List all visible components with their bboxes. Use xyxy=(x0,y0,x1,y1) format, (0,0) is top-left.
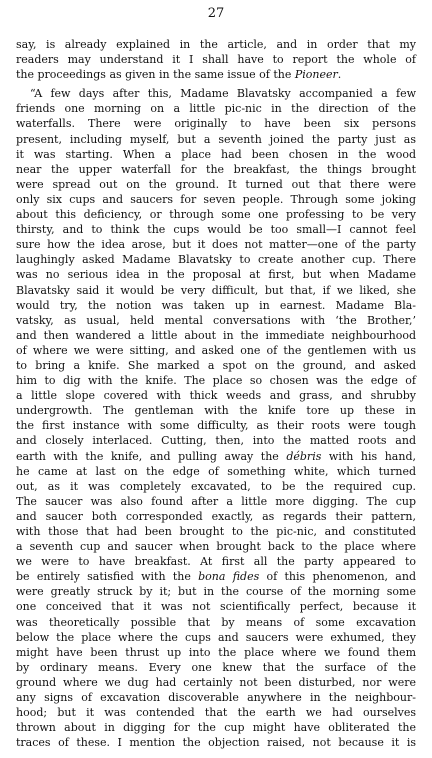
text-line-content: be entirely satisfied with the xyxy=(16,570,199,584)
text-line-continuation: of this phenomenon, and xyxy=(259,570,416,584)
text-line xyxy=(16,615,416,630)
text-line xyxy=(16,720,416,735)
text-line-content: Blavatsky said it would be very difficult, but that, if we liked, she xyxy=(16,283,416,297)
text-line-content: friends one morning on a little pic-nic in the direction of the xyxy=(16,102,416,116)
text-line-content: about this deficiency, or through some one professing to be very xyxy=(16,208,416,222)
italic-word: débris xyxy=(286,449,322,463)
text-line xyxy=(16,569,416,584)
text-line xyxy=(16,116,416,131)
text-line-content: we were to have breakfast. At first all the party appeared to xyxy=(16,555,416,569)
text-line-content: “A few days after this, Madame Blavatsky accompanied a few xyxy=(30,87,416,101)
text-line-content: thrown about in digging for the cup might have obliterated the xyxy=(16,721,416,735)
text-line-content: traces of these. I mention the objection raised, not because it is xyxy=(16,736,416,750)
text-line-content: a little slope covered with thick weeds and grass, and shrubby xyxy=(16,389,416,403)
text-line xyxy=(16,252,416,267)
text-line xyxy=(16,599,416,614)
text-line xyxy=(16,645,416,660)
text-line-content: and then wandered a little about in the immediate neighbourhood xyxy=(16,328,416,342)
text-line xyxy=(16,177,416,192)
text-line xyxy=(16,237,416,252)
italic-word: bona fides xyxy=(198,570,260,584)
text-line-content: was theoretically possible that by means of some excavation xyxy=(16,615,416,629)
text-line-content: earth with the knife, and pulling away the xyxy=(16,449,287,463)
text-line xyxy=(16,313,416,328)
text-line xyxy=(16,554,416,569)
text-line-content: were spread out on the ground. It turned out that there were xyxy=(16,177,416,191)
text-line-content: of where we were sitting, and asked one of the gentlemen with us xyxy=(16,343,416,357)
text-line-content: were greatly struck by it; but in the course of the morning some xyxy=(16,585,416,599)
text-line xyxy=(16,735,416,750)
text-line-content: thirsty, and to think the cups would be too small—I cannot feel xyxy=(16,223,416,237)
text-line-content: vatsky, as usual, held mental conversations with ‘the Brother,’ xyxy=(16,313,416,327)
text-line-content: by ordinary means. Every one knew that the surface of the xyxy=(16,660,416,674)
text-line-content: any signs of excavation discoverable anywhere in the neighbour- xyxy=(16,691,416,705)
text-line xyxy=(16,298,416,313)
text-line-content: it was starting. When a place had been chosen in the wood xyxy=(16,147,416,161)
text-line-content: readers may understand it I shall have to report the whole of xyxy=(16,53,416,67)
text-line xyxy=(16,418,416,433)
text-line-content: laughingly asked Madame Blavatsky to create another cup. There xyxy=(16,253,416,267)
text-line xyxy=(16,433,416,448)
italic-word: Pioneer xyxy=(294,68,338,82)
text-line-content: and closely interlaced. Cutting, then, into the matted roots and xyxy=(16,434,416,448)
text-line xyxy=(16,449,416,464)
text-line xyxy=(16,192,416,207)
text-line-content: a seventh cup and saucer when brought back to the place where xyxy=(16,540,416,554)
text-line xyxy=(16,283,416,298)
text-line-content: to bring a knife. She marked a spot on the ground, and asked xyxy=(16,358,416,372)
text-line xyxy=(16,509,416,524)
text-line xyxy=(16,690,416,705)
text-line xyxy=(16,147,416,162)
text-line-content: him to dig with the knife. The place so chosen was the edge of xyxy=(16,374,416,388)
text-line xyxy=(16,388,416,403)
text-line-content: and saucer both corresponded exactly, as regards their pattern, xyxy=(16,509,416,523)
text-line xyxy=(16,373,416,388)
text-line xyxy=(16,524,416,539)
text-line xyxy=(16,630,416,645)
text-line-content: waterfalls. There were originally to have been six persons xyxy=(16,117,416,131)
text-line-content: out, as it was completely excavated, to be the required cup. xyxy=(16,479,416,493)
text-line-content: the proceedings as given in the same issue of the xyxy=(16,68,295,82)
text-line-content: say, is already explained in the article, and in order that my xyxy=(16,38,416,51)
text-line xyxy=(16,660,416,675)
text-line xyxy=(16,705,416,720)
text-line xyxy=(16,584,416,599)
text-line-continuation: with his hand, xyxy=(321,449,416,463)
text-line xyxy=(16,464,416,479)
text-line-content: near the upper waterfall for the breakfast, the things brought xyxy=(16,162,416,176)
text-line-content: might have been thrust up into the place where we found them xyxy=(16,645,416,659)
text-line xyxy=(16,328,416,343)
text-line-content: he came at last on the edge of something white, which turned xyxy=(16,464,416,478)
text-line xyxy=(16,67,416,82)
text-line-content: the first instance with some difficulty, as their roots were tough xyxy=(16,419,416,433)
text-line-continuation: . xyxy=(337,68,342,82)
text-line xyxy=(16,132,416,147)
text-line-content: hood; but it was contended that the earth we had ourselves xyxy=(16,706,416,720)
text-line-content: one conceived that it was not scientifically perfect, because it xyxy=(16,600,416,614)
text-line xyxy=(16,358,416,373)
text-line-content: undergrowth. The gentleman with the knife tore up these in xyxy=(16,404,416,418)
text-line-content: ground where we dug had certainly not been disturbed, nor were xyxy=(16,675,416,689)
page-number: 27 xyxy=(207,6,225,21)
text-line xyxy=(16,222,416,237)
text-line-content: below the place where the cups and saucers were exhumed, they xyxy=(16,630,416,644)
text-line xyxy=(16,343,416,358)
text-line xyxy=(16,479,416,494)
text-line xyxy=(16,101,416,116)
text-line-content: with those that had been brought to the pic-nic, and constituted xyxy=(16,525,416,538)
text-line-content: sure how the idea arose, but it does not matter—one of the party xyxy=(16,238,416,252)
text-line xyxy=(16,403,416,418)
text-line-content: The saucer was also found after a little more digging. The cup xyxy=(16,494,416,508)
text-line xyxy=(16,539,416,554)
text-line-content: present, including myself, but a seventh joined the party just as xyxy=(16,132,416,146)
text-line xyxy=(16,494,416,509)
body-text xyxy=(16,37,416,750)
text-line-content: only six cups and saucers for seven people. Through some joking xyxy=(16,192,416,206)
text-line xyxy=(16,52,416,67)
text-line xyxy=(16,86,416,101)
text-line xyxy=(16,162,416,177)
text-line-content: would try, the notion was taken up in earnest. Madame Bla- xyxy=(16,298,416,312)
text-line xyxy=(16,207,416,222)
text-line xyxy=(16,37,416,52)
text-line xyxy=(16,267,416,282)
text-line-content: was no serious idea in the proposal at first, but when Madame xyxy=(16,268,416,282)
text-line xyxy=(16,675,416,690)
